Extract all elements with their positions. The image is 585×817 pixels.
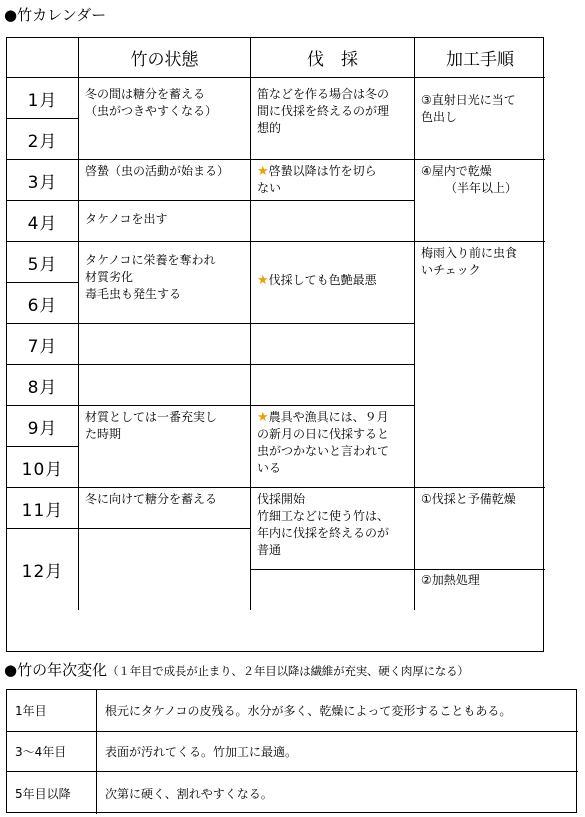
yearly-desc: 根元にタケノコの皮残る。水分が多く、乾燥によって変形することもある。 bbox=[97, 690, 578, 732]
process-may-oct bbox=[415, 242, 545, 488]
cell-line: 梅雨入り前に虫食 bbox=[421, 246, 518, 260]
star-icon: ★ bbox=[257, 410, 269, 425]
yearly-title bbox=[4, 660, 469, 681]
star-icon: ★ bbox=[257, 273, 269, 288]
cell-line: 毒毛虫も発生する bbox=[85, 287, 182, 301]
cell-line: 啓蟄以降は竹を切ら bbox=[268, 164, 377, 178]
header-cutting: 伐 採 bbox=[251, 38, 415, 78]
month-cell: 8月 bbox=[7, 365, 79, 406]
cell-line: ④屋内で乾燥 bbox=[421, 164, 492, 178]
cell-line: 年内に伐採を終えるのが bbox=[257, 526, 390, 540]
month-cell: 11月 bbox=[7, 488, 79, 529]
cell-line: ①伐採と予備乾燥 bbox=[421, 492, 516, 506]
month-cell: 7月 bbox=[7, 324, 79, 365]
state-jul bbox=[79, 324, 251, 365]
state-apr bbox=[79, 201, 251, 242]
month-cell: 1月 bbox=[7, 78, 79, 119]
cell-line: 竹細工などに使う竹は、 bbox=[257, 509, 390, 523]
cutting-jan-feb bbox=[251, 78, 415, 160]
cell-line: いチェック bbox=[421, 263, 481, 277]
month-cell: 2月 bbox=[7, 119, 79, 160]
cell-line: （虫がつきやすくなる） bbox=[85, 104, 218, 118]
month-cell: 9月 bbox=[7, 406, 79, 447]
cell-line: 普通 bbox=[257, 543, 282, 557]
cell-line: 間に伐採を終えるのが理 bbox=[257, 104, 390, 118]
star-icon: ★ bbox=[257, 164, 269, 179]
cell-line: た時期 bbox=[85, 427, 122, 441]
cell-line: 農具や漁具には、９月 bbox=[268, 410, 389, 424]
yearly-age: 3～4年目 bbox=[7, 732, 97, 772]
cell-line: ③直射日光に当て bbox=[421, 93, 516, 107]
yearly-desc: 次第に硬く、割れやすくなる。 bbox=[105, 786, 273, 801]
bamboo-calendar-table bbox=[6, 37, 544, 652]
cutting-jul bbox=[251, 324, 415, 365]
month-cell: 6月 bbox=[7, 283, 79, 324]
cell-line: 材質劣化 bbox=[85, 270, 134, 284]
cell-line: 笛などを作る場合は冬の bbox=[257, 87, 390, 101]
yearly-age: 5年目以降 bbox=[7, 772, 97, 814]
cell-line: 虫がつかないと言われて bbox=[257, 444, 390, 458]
month-cell: 4月 bbox=[7, 201, 79, 242]
cell-line: タケノコに栄養を奪われ bbox=[85, 253, 216, 267]
cell-line: 冬の間は糖分を蓄える bbox=[85, 87, 206, 101]
header-process: 加工手順 bbox=[415, 38, 545, 78]
cell-line: ない bbox=[257, 181, 282, 195]
month-cell: 3月 bbox=[7, 160, 79, 201]
cell-line: ②加熱処理 bbox=[421, 573, 480, 587]
cell-line: いる bbox=[257, 461, 282, 475]
cutting-apr bbox=[251, 201, 415, 242]
state-jan-feb bbox=[79, 78, 251, 160]
cell-line: 材質としては一番充実し bbox=[85, 410, 218, 424]
cell-line: の新月の日に伐採すると bbox=[257, 427, 390, 441]
cell-line: タケノコを出す bbox=[85, 212, 168, 226]
process-jan-feb bbox=[415, 78, 545, 160]
state-sep-oct bbox=[79, 406, 251, 488]
state-aug bbox=[79, 365, 251, 406]
calendar-title: ●竹カレンダー bbox=[4, 6, 107, 24]
cell-line: 冬に向けて糖分を蓄える bbox=[85, 492, 218, 506]
cutting-mar bbox=[251, 160, 415, 201]
state-mar bbox=[79, 160, 251, 201]
header-state: 竹の状態 bbox=[79, 38, 251, 78]
cutting-aug bbox=[251, 365, 415, 406]
process-nov bbox=[415, 488, 545, 570]
cutting-sep bbox=[251, 406, 415, 488]
yearly-change-table bbox=[6, 689, 577, 813]
process-mar-apr bbox=[415, 160, 545, 242]
cell-line: 伐採開始 bbox=[257, 492, 306, 506]
cutting-nov-dec bbox=[251, 488, 415, 570]
cell-line: 啓蟄（虫の活動が始まる） bbox=[85, 164, 230, 178]
cell-line: 色出し bbox=[421, 110, 458, 124]
process-dec bbox=[415, 570, 545, 610]
cutting-may-jun bbox=[251, 242, 415, 324]
yearly-desc: 表面が汚れてくる。竹加工に最適。 bbox=[97, 732, 578, 772]
cell-line: （半年以上） bbox=[445, 181, 518, 195]
yearly-title-text: ●竹の年次変化 bbox=[4, 661, 108, 679]
state-dec bbox=[79, 529, 251, 610]
state-nov bbox=[79, 488, 251, 529]
month-cell: 10月 bbox=[7, 447, 79, 488]
cell-line: 想的 bbox=[257, 121, 282, 135]
cutting-dec-end bbox=[251, 570, 415, 610]
month-cell: 12月 bbox=[7, 529, 79, 610]
month-cell: 5月 bbox=[7, 242, 79, 283]
yearly-note: （１年目で成長が止まり、２年目以降は繊維が充実、硬く肉厚になる） bbox=[107, 664, 469, 678]
state-may-jun bbox=[79, 242, 251, 324]
header-month bbox=[7, 38, 79, 78]
cell-line: 伐採しても色艶最悪 bbox=[268, 273, 377, 287]
yearly-age: 1年目 bbox=[7, 690, 97, 732]
